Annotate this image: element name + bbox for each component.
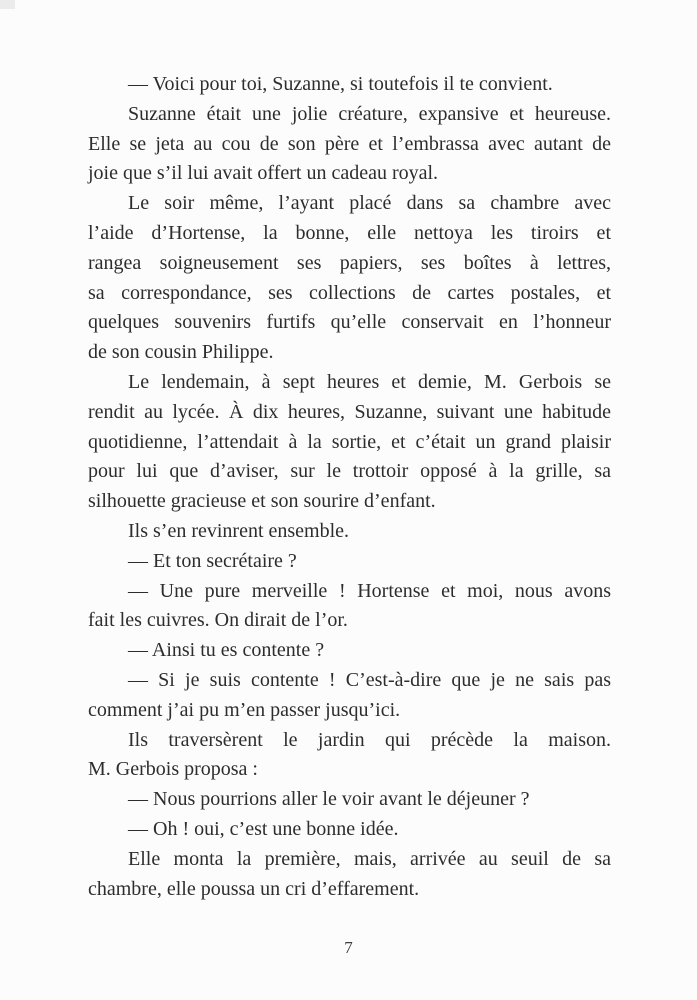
text-line: chambre, elle poussa un cri d’effarement. <box>88 877 420 900</box>
page-number: 7 <box>344 938 353 957</box>
text-block <box>88 70 611 904</box>
text-line: de son cousin Philippe. <box>88 341 274 364</box>
text-line: l’aide d’Hortense, la bonne, elle nettoya les tiroirs et <box>88 221 611 244</box>
text-line: silhouette gracieuse et son sourire d’enfant. <box>88 490 436 513</box>
text-line: — Oh ! oui, c’est une bonne idée. <box>128 817 399 840</box>
scan-corner-artifact <box>0 0 15 9</box>
text-line: — Voici pour toi, Suzanne, si toutefois il te convient. <box>128 73 553 95</box>
text-line: Elle se jeta au cou de son père et l’embrassa avec autant de <box>88 132 611 155</box>
text-line: — Et ton secrétaire ? <box>128 549 297 572</box>
text-line: Le soir même, l’ayant placé dans sa chambre avec <box>128 192 611 215</box>
text-line: quelques souvenirs furtifs qu’elle conservait en l’honneur <box>88 311 611 334</box>
text-line: comment j’ai pu m’en passer jusqu’ici. <box>88 698 401 721</box>
text-line: quotidienne, l’attendait à la sortie, et c’était un grand plaisir <box>88 430 611 453</box>
text-line: — Une pure merveille ! Hortense et moi, nous avons <box>128 579 611 602</box>
text-line: fait les cuivres. On dirait de l’or. <box>88 609 348 632</box>
text-line: rendit au lycée. À dix heures, Suzanne, suivant une habitude <box>88 400 611 423</box>
text-line: rangea soigneusement ses papiers, ses boîtes à lettres, <box>88 251 611 274</box>
text-line: joie que s’il lui avait offert un cadeau royal. <box>88 162 439 185</box>
text-line: — Si je suis contente ! C’est-à-dire que je ne sais pas <box>128 668 611 691</box>
text-line: Suzanne était une jolie créature, expansive et heureuse. <box>128 102 611 125</box>
text-line: Elle monta la première, mais, arrivée au seuil de sa <box>128 847 611 870</box>
text-line: — Nous pourrions aller le voir avant le déjeuner ? <box>128 788 530 811</box>
text-line: sa correspondance, ses collections de cartes postales, et <box>88 281 611 304</box>
text-line: Le lendemain, à sept heures et demie, M. Gerbois se <box>128 370 611 393</box>
text-line: Ils s’en revinrent ensemble. <box>128 519 350 542</box>
text-line: — Ainsi tu es contente ? <box>128 639 325 662</box>
text-line: Ils traversèrent le jardin qui précède la maison. <box>128 728 611 751</box>
text-line: pour lui que d’aviser, sur le trottoir opposé à la grille, sa <box>88 460 611 483</box>
text-line: M. Gerbois proposa : <box>88 758 258 781</box>
